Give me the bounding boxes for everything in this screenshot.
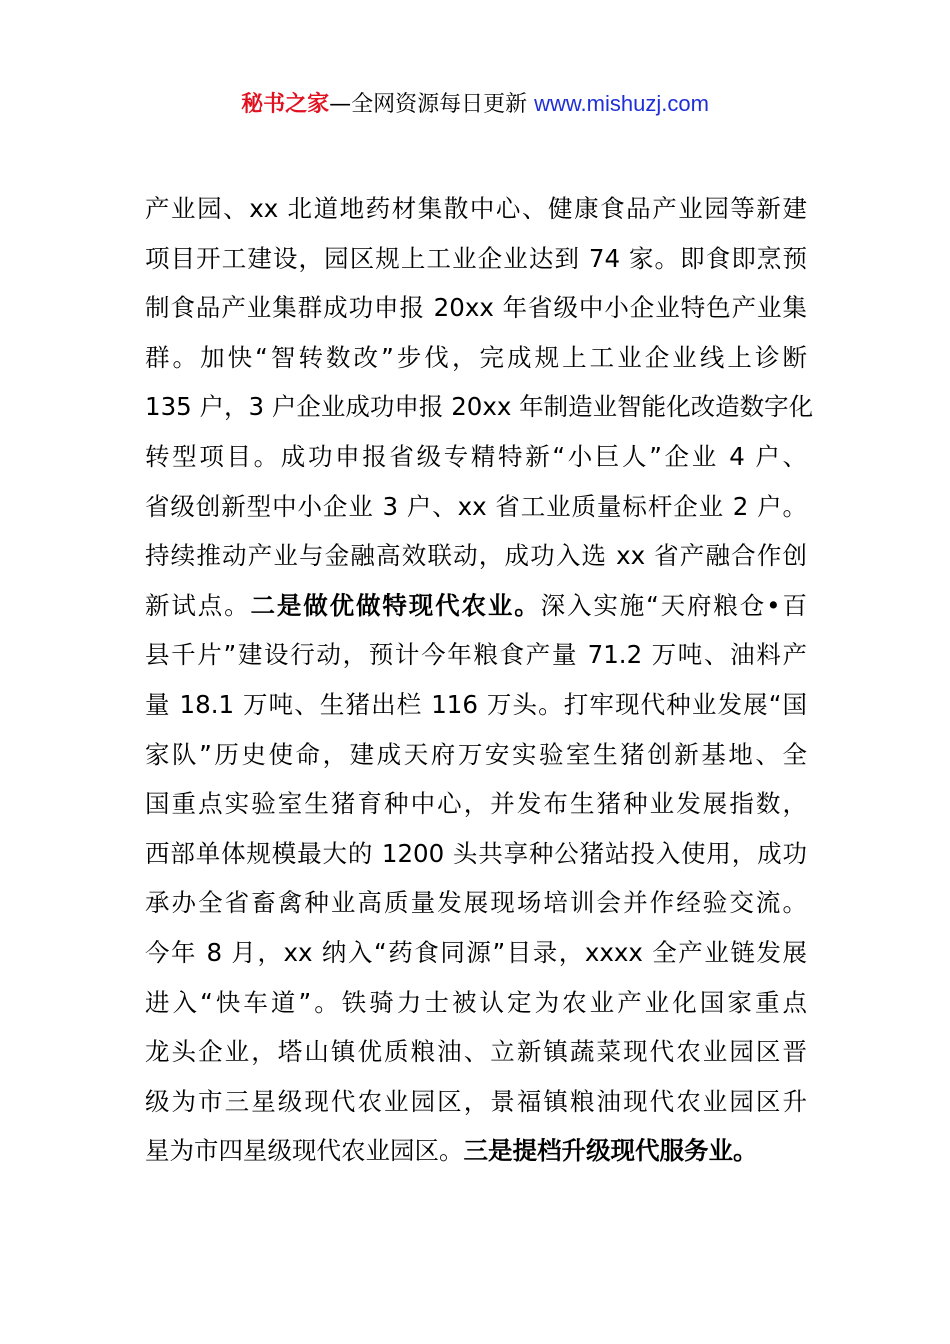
brand-name: 秘书之家 <box>241 92 330 117</box>
text-segment: 产业园、xx 北道地药材集散中心、健康食品产业园等新建 <box>145 194 807 223</box>
text-segment: 今年 8 月，xx 纳入“药食同源”目录，xxxx 全产业链发展 <box>145 937 807 967</box>
text-line <box>145 680 807 730</box>
text-line <box>145 333 807 383</box>
text-line <box>145 1077 807 1127</box>
text-segment: 量 18.1 万吨、生猪出栏 116 万头。打牢现代种业发展“国 <box>145 689 807 719</box>
bold-heading-text: 三是提档升级现代服务业。 <box>463 1136 758 1166</box>
text-line <box>145 779 807 829</box>
text-line <box>145 978 807 1028</box>
text-segment: 家队”历史使命，建成天府万安实验室生猪创新基地、全 <box>145 739 807 769</box>
text-segment: 制食品产业集群成功申报 20xx 年省级中小企业特色产业集 <box>145 293 807 323</box>
text-line <box>145 878 807 928</box>
text-segment: 深入实施“天府粮仓•百 <box>540 590 808 620</box>
text-line <box>145 184 807 234</box>
text-line <box>145 382 814 432</box>
text-line <box>145 630 807 680</box>
text-segment: 项目开工建设，园区规上工业企业达到 74 家。即食即烹预 <box>145 243 807 273</box>
text-segment: 西部单体规模最大的 1200 头共享种公猪站投入使用，成功 <box>145 838 807 868</box>
text-line <box>145 432 807 482</box>
document-body <box>145 184 814 1176</box>
text-segment: 星为市四星级现代农业园区。 <box>145 1136 464 1166</box>
text-line <box>145 531 807 581</box>
site-url-link[interactable]: www.mishuzj.com <box>534 91 709 116</box>
text-line <box>145 1126 807 1176</box>
header-tagline: —全网资源每日更新 <box>329 92 535 117</box>
text-segment: 龙头企业，塔山镇优质粮油、立新镇蔬菜现代农业园区晋 <box>145 1037 807 1067</box>
text-line <box>145 1027 807 1077</box>
text-segment: 省级创新型中小企业 3 户、xx 省工业质量标杆企业 2 户。 <box>145 491 807 521</box>
text-segment: 135 户，3 户企业成功申报 20xx 年制造业智能化改造数字化 <box>145 392 814 422</box>
text-line <box>145 829 807 879</box>
text-segment: 县千片”建设行动，预计今年粮食产量 71.2 万吨、油料产 <box>145 640 807 670</box>
site-header <box>0 88 950 121</box>
text-segment: 群。加快“智转数改”步伐，完成规上工业企业线上诊断 <box>145 342 807 372</box>
text-segment: 进入“快车道”。铁骑力士被认定为农业产业化国家重点 <box>145 987 807 1017</box>
text-line <box>145 234 807 284</box>
text-line <box>145 730 807 780</box>
text-line <box>145 283 807 333</box>
bold-heading-text: 二是做优做特现代农业。 <box>250 590 541 620</box>
text-segment: 持续推动产业与金融高效联动，成功入选 xx 省产融合作创 <box>145 541 807 571</box>
text-segment: 级为市三星级现代农业园区，景福镇粮油现代农业园区升 <box>145 1086 807 1116</box>
text-segment: 国重点实验室生猪育种中心，并发布生猪种业发展指数， <box>145 789 807 819</box>
text-line <box>145 482 807 532</box>
text-segment: 承办全省畜禽种业高质量发展现场培训会并作经验交流。 <box>145 888 807 918</box>
text-line <box>145 581 807 631</box>
text-segment: 转型项目。成功申报省级专精特新“小巨人”企业 4 户、 <box>145 441 807 471</box>
text-segment: 新试点。 <box>145 590 251 620</box>
text-line <box>145 928 807 978</box>
